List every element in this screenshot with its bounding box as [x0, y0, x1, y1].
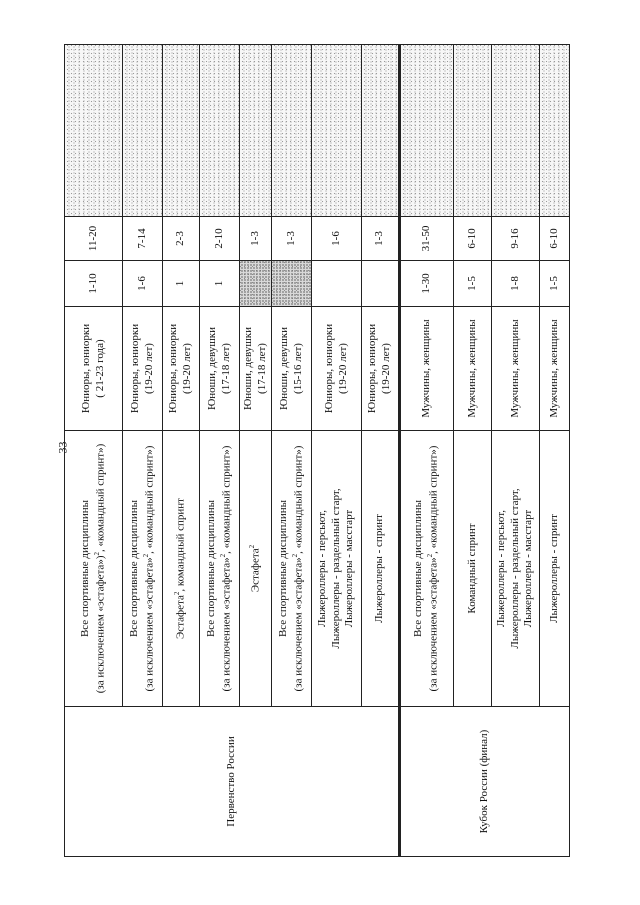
place-range-cell-2: 6-10 — [454, 217, 492, 261]
competition-cell: Первенство России — [65, 707, 400, 857]
place-range-cell-3 — [272, 45, 312, 217]
rotated-table-wrapper — [64, 45, 570, 857]
place-range-cell-1 — [240, 261, 272, 307]
place-range-cell-3 — [240, 45, 272, 217]
age-group-cell: Юноши, девушки (17-18 лет) — [240, 307, 272, 431]
place-range-cell-3 — [540, 45, 570, 217]
discipline-cell: Эстафета$^2$, командный спринт — [163, 431, 200, 707]
discipline-cell: Все спортивные дисциплины (за исключением «эстафета»$^2$, «командный спринт») — [272, 431, 312, 707]
page-number: 33 — [55, 441, 70, 454]
age-group-cell: Мужчины, женщины — [492, 307, 540, 431]
age-group-cell: Юниоры, юниорки ( 21-23 года) — [65, 307, 123, 431]
place-range-cell-3 — [163, 45, 200, 217]
age-group-cell: Юноши, девушки (15-16 лет) — [272, 307, 312, 431]
age-group-cell: Юниоры, юниорки (19-20 лет) — [362, 307, 400, 431]
discipline-cell: Лыжероллеры - персьют, Лыжероллеры - раздельный старт, Лыжероллеры - масстарт — [312, 431, 362, 707]
place-range-cell-1 — [312, 261, 362, 307]
place-range-cell-2: 7-14 — [123, 217, 163, 261]
discipline-cell: Лыжероллеры - персьют, Лыжероллеры - раздельный старт, Лыжероллеры - масстарт — [492, 431, 540, 707]
place-range-cell-2: 6-10 — [540, 217, 570, 261]
discipline-cell: Все спортивные дисциплины (за исключением «эстафета»$^2$, «командный спринт») — [400, 431, 454, 707]
place-range-cell-1 — [362, 261, 400, 307]
place-range-cell-3 — [65, 45, 123, 217]
place-range-cell-3 — [312, 45, 362, 217]
place-range-cell-2: 1-3 — [272, 217, 312, 261]
discipline-cell: Командный спринт — [454, 431, 492, 707]
competition-cell: Кубок России (финал) — [400, 707, 570, 857]
discipline-cell: Все спортивные дисциплины (за исключением «эстафета»$^2$, «командный спринт») — [200, 431, 240, 707]
place-range-cell-1: 1-5 — [540, 261, 570, 307]
table-row — [65, 45, 123, 857]
table-body — [65, 45, 570, 857]
place-range-cell-3 — [362, 45, 400, 217]
place-range-cell-2: 2-3 — [163, 217, 200, 261]
rotated-table-inner — [64, 45, 570, 857]
place-range-cell-2: 1-3 — [240, 217, 272, 261]
place-range-cell-2: 31-50 — [400, 217, 454, 261]
age-group-cell: Мужчины, женщины — [540, 307, 570, 431]
age-group-cell: Юноши, девушки (17-18 лет) — [200, 307, 240, 431]
place-range-cell-2: 1-3 — [362, 217, 400, 261]
age-group-cell: Юниоры, юниорки (19-20 лет) — [163, 307, 200, 431]
age-group-cell: Мужчины, женщины — [400, 307, 454, 431]
discipline-cell: Лыжероллеры - спринт — [540, 431, 570, 707]
place-range-cell-2: 11-20 — [65, 217, 123, 261]
discipline-cell: Все спортивные дисциплины (за исключением «эстафета»$^2$, «командный спринт») — [123, 431, 163, 707]
place-range-cell-1: 1-30 — [400, 261, 454, 307]
place-range-cell-3 — [200, 45, 240, 217]
age-group-cell: Юниоры, юниорки (19-20 лет) — [123, 307, 163, 431]
rank-requirements-table — [64, 44, 570, 857]
place-range-cell-2: 2-10 — [200, 217, 240, 261]
discipline-cell: Все спортивные дисциплины (за исключением «эстафета»)$^2$, «командный спринт») — [65, 431, 123, 707]
place-range-cell-1: 1-5 — [454, 261, 492, 307]
table-row — [400, 45, 454, 857]
place-range-cell-1: 1-8 — [492, 261, 540, 307]
age-group-cell: Мужчины, женщины — [454, 307, 492, 431]
place-range-cell-1: 1 — [163, 261, 200, 307]
place-range-cell-1: 1-10 — [65, 261, 123, 307]
place-range-cell-3 — [400, 45, 454, 217]
place-range-cell-1: 1-6 — [123, 261, 163, 307]
discipline-cell: Эстафета$^2$ — [240, 431, 272, 707]
place-range-cell-3 — [123, 45, 163, 217]
place-range-cell-1 — [272, 261, 312, 307]
place-range-cell-2: 9-16 — [492, 217, 540, 261]
age-group-cell: Юниоры, юниорки (19-20 лет) — [312, 307, 362, 431]
discipline-cell: Лыжероллеры - спринт — [362, 431, 400, 707]
place-range-cell-3 — [492, 45, 540, 217]
place-range-cell-1: 1 — [200, 261, 240, 307]
place-range-cell-3 — [454, 45, 492, 217]
place-range-cell-2: 1-6 — [312, 217, 362, 261]
